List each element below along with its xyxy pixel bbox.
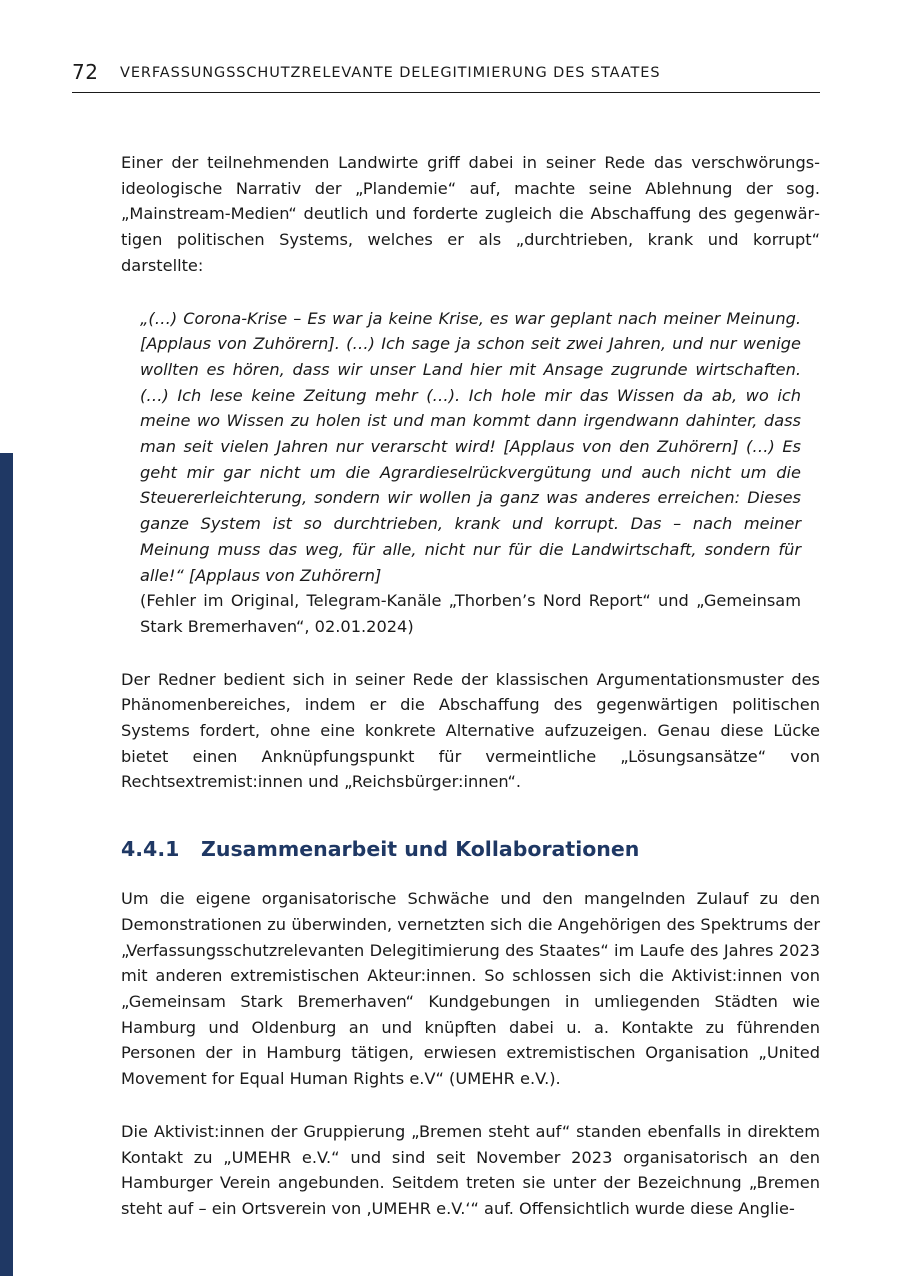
- intro-paragraph: Einer der teilnehmenden Landwirte griff dabei in seiner Rede das verschwörungsideologische Narrativ der „Plandemie“ auf, machte seine Ablehnung der sog. „Mainstream-Medien“ deutlich und forderte zugleich die Abschaffung des gegenwärtigen politischen Systems, welches er als „durchtrieben, krank und korrupt“ darstellte:: [121, 153, 820, 275]
- block-quote: [140, 306, 801, 640]
- side-margin-bar: [0, 453, 13, 1276]
- section-title: Zusammenarbeit und Kollaborationen: [201, 837, 640, 862]
- body-content: [121, 150, 820, 1222]
- page-header: [72, 56, 820, 93]
- page-number: 72: [72, 60, 99, 84]
- section-paragraph: Um die eigene organisatorische Schwäche und den mangelnden Zulauf zu den Demonstrationen zu überwinden, vernetzten sich die Angehörigen des Spektrums der „Verfassungsschutzrelevanten Delegitimierung des Staates“ im Laufe des Jahres 2023 mit anderen extremistischen Akteur:innen. So schlossen sich die Aktivist:innen von „Gemeinsam Stark Bremerhaven“ Kundgebungen in umliegenden Städten wie Hamburg und Oldenburg an und knüpften dabei u. a. Kontakte zu führenden Personen der in Hamburg tätigen, erwiesen extremistischen Organisation „United Movement for Equal Human Rights e.V“ (UMEHR e.V.).: [121, 889, 820, 1089]
- analysis-paragraph: Der Redner bedient sich in seiner Rede der klassischen Argumentationsmuster des Phänomenbereiches, indem er die Abschaffung des gegenwärtigen politischen Systems fordert, ohne eine konkrete Alternative aufzuzeigen. Genau diese Lücke bietet einen Anknüpfungspunkt für vermeintliche „Lösungsansätze“ von Rechtsextremist:innen und „Reichsbürger:innen“.: [121, 669, 820, 792]
- section-heading: [121, 836, 820, 886]
- quote-text: „(…) Corona-Krise – Es war ja keine Krise, es war geplant nach meiner Meinung. [Applaus von Zuhörern]. (…) Ich sage ja schon seit zwei Jahren, und nur wenige wollten es hören, dass wir unser Land hier mit Ansage zugrunde wirtschaften. (…) Ich lese keine Zeitung mehr (…). Ich hole mir das Wissen da ab, wo ich meine wo Wissen zu holen ist und man kommt dann irgendwann dahinter, dass man seit vielen Jahren nur verarscht wird! [Applaus von den Zuhörern] (…) Es geht mir gar nicht um die Agrardieselrückvergütung und auch nicht um die Steuererleichterung, sondern wir wollen ja ganz was anderes erreichen: Dieses ganze System ist so durchtrieben, krank und korrupt. Das – nach meiner Meinung muss das weg, für alle, nicht nur für die Landwirtschaft, sondern für alle!“ [Applaus von Zuhörern]: [140, 308, 801, 585]
- running-title: VERFASSUNGSSCHUTZRELEVANTE DELEGITIMIERUNG DES STAATES: [120, 65, 661, 81]
- section-number: 4.4.1: [121, 837, 180, 862]
- quote-source: (Fehler im Original, Telegram-Kanäle „Thorben’s Nord Report“ und „Gemeinsam Stark Bremerhaven“, 02.01.2024): [140, 591, 801, 636]
- section-paragraph: Die Aktivist:innen der Gruppierung „Bremen steht auf“ standen ebenfalls in direktem Kontakt zu „UMEHR e.V.“ und sind seit November 2023 organisatorisch an den Hamburger Verein angebunden. Seitdem treten sie unter der Bezeichnung „Bremen steht auf – ein Ortsverein von ‚UMEHR e.V.‘“ auf. Offensichtlich wurde diese Anglie-: [121, 1121, 820, 1218]
